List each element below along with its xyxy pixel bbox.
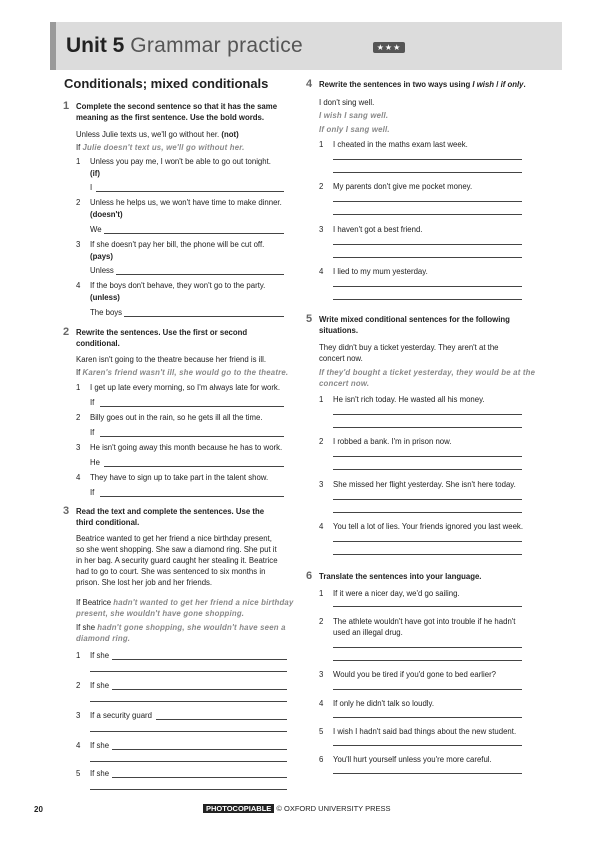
exercise-2-model: Karen isn't going to the theatre because her friend is ill. [76,355,267,364]
answer-line[interactable] [333,541,522,542]
answer-line[interactable] [333,299,522,300]
item-number: 4 [319,267,324,276]
exercise-3-text-line: so she went shopping. She saw a diamond ring. She put it [76,545,277,554]
exercise-2-model-answer: If Karen's friend wasn't ill, she would go to the theatre. [76,368,289,377]
item-number: 3 [319,480,324,489]
answer-line[interactable] [333,172,522,173]
exercise-1-item-text: If she doesn't pay her bill, the phone will be cut off. [90,240,265,249]
exercise-3-item-start: If she [90,769,110,778]
exercise-6-item-text: You'll hurt yourself unless you're more careful. [333,755,492,764]
exercise-4-item-text: My parents don't give me pocket money. [333,182,473,191]
item-number: 1 [319,140,324,149]
item-number: 6 [319,755,324,764]
exercise-1-model: Unless Julie texts us, we'll go without her. (not) [76,130,239,139]
exercise-1-item-word: (unless) [90,293,120,302]
answer-line[interactable] [156,719,287,720]
exercise-3-item-start: If she [90,651,110,660]
exercise-3-model-2-cont: diamond ring. [76,634,131,643]
item-number: 2 [319,617,324,626]
item-number: 4 [76,473,81,482]
answer-line[interactable] [333,427,522,428]
exercise-6-item-text: If it were a nicer day, we'd go sailing. [333,589,460,598]
answer-line[interactable] [90,701,287,702]
item-number: 3 [319,225,324,234]
answer-line[interactable] [112,777,287,778]
item-number: 2 [76,413,81,422]
answer-line[interactable] [124,316,284,317]
exercise-6-item-text: The athlete wouldn't have got into trouble if he hadn't [333,617,516,626]
header-accent-strip [50,22,56,70]
exercise-3-model-1-cont: present, she wouldn't have gone shopping. [76,609,245,618]
answer-line[interactable] [90,761,287,762]
exercise-3-text-line: had to go to court. She was sentenced to six months in [76,567,266,576]
answer-line[interactable] [104,233,284,234]
exercise-3-instruction: Read the text and complete the sentences. Use the [76,507,265,516]
exercise-5-model: They didn't buy a ticket yesterday. They aren't at the [319,343,499,352]
item-number: 4 [76,281,81,290]
item-number: 3 [319,670,324,679]
exercise-2-item-start: He [90,458,100,467]
item-number: 3 [76,443,81,452]
exercise-2-item-text: They have to sign up to take part in the talent show. [90,473,269,482]
answer-line[interactable] [333,286,522,287]
answer-line[interactable] [100,406,284,407]
exercise-1-model-answer: If Julie doesn't text us, we'll go without her. [76,143,245,152]
exercise-1-item-word: (doesn't) [90,210,123,219]
exercise-5-item-text: I robbed a bank. I'm in prison now. [333,437,452,446]
answer-line[interactable] [333,606,522,607]
answer-line[interactable] [90,671,287,672]
exercise-4-model-answer-2: If only I sang well. [319,125,390,134]
item-number: 2 [319,437,324,446]
item-number: 5 [319,727,324,736]
answer-line[interactable] [112,749,287,750]
answer-line[interactable] [96,191,284,192]
answer-line[interactable] [333,745,522,746]
answer-line[interactable] [112,659,287,660]
photocopiable-badge: PHOTOCOPIABLE [203,804,274,813]
exercise-3-text-line: in her bag. A security guard caught her stealing it. Beatrice [76,556,278,565]
exercise-2-instruction-2: conditional. [76,339,120,348]
item-number: 2 [76,681,81,690]
answer-line[interactable] [333,647,522,648]
exercise-3-number: 3 [63,505,70,517]
answer-line[interactable] [333,257,522,258]
section-title: Conditionals; mixed conditionals [64,76,269,91]
answer-line[interactable] [116,274,284,275]
item-number: 1 [319,395,324,404]
exercise-1-item-text: Unless you pay me, I won't be able to go out tonight. [90,157,271,166]
exercise-2-item-text: Billy goes out in the rain, so he gets ill all the time. [90,413,263,422]
exercise-5-number: 5 [306,313,313,325]
answer-line[interactable] [333,773,522,774]
exercise-5-item-text: He isn't rich today. He wasted all his money. [333,395,485,404]
exercise-3-model-2: If she hadn't gone shopping, she wouldn't have seen a [76,623,286,632]
exercise-4-item-text: I lied to my mum yesterday. [333,267,428,276]
exercise-4-instruction: Rewrite the sentences in two ways using I wish / if only. [319,80,526,89]
exercise-6-item-text: If only he didn't talk so loudly. [333,699,435,708]
answer-line[interactable] [333,717,522,718]
answer-line[interactable] [333,414,522,415]
answer-line[interactable] [333,554,522,555]
item-number: 4 [319,522,324,531]
exercise-1-item-start: We [90,225,102,234]
exercise-1-item-start: I [90,183,93,192]
item-number: 5 [76,769,81,778]
answer-line[interactable] [90,731,287,732]
answer-line[interactable] [112,689,287,690]
exercise-5-model-answer-2: concert now. [319,379,370,388]
exercise-5-model-2: concert now. [319,354,363,363]
exercise-6-item-text-cont: used an illegal drug. [333,628,403,637]
exercise-3-item-start: If she [90,681,110,690]
answer-line[interactable] [333,214,522,215]
exercise-6-instruction: Translate the sentences into your language. [319,572,482,581]
answer-line[interactable] [100,496,284,497]
page-subtitle: Grammar practice [130,34,304,57]
exercise-5-instruction-2: situations. [319,326,358,335]
page-number: 20 [34,805,43,814]
unit-label: Unit 5 [66,34,125,57]
exercise-1-item-text: If the boys don't behave, they won't go to the party. [90,281,266,290]
exercise-5-item-text: She missed her flight yesterday. She isn't here today. [333,480,516,489]
item-number: 3 [76,711,81,720]
exercise-2-number: 2 [63,326,70,338]
exercise-2-item-text: I get up late every morning, so I'm always late for work. [90,383,280,392]
exercise-1-item-word: (pays) [90,252,113,261]
exercise-5-instruction: Write mixed conditional sentences for the following [319,315,510,324]
exercise-2-instruction: Rewrite the sentences. Use the first or second [76,328,248,337]
answer-line[interactable] [333,244,522,245]
page-title [66,33,303,59]
item-number: 2 [76,198,81,207]
exercise-4-model-answer-1: I wish I sang well. [319,111,389,120]
answer-line[interactable] [333,201,522,202]
answer-line[interactable] [100,436,284,437]
answer-line[interactable] [90,789,287,790]
item-number: 1 [319,589,324,598]
exercise-3-text-line: Beatrice wanted to get her friend a nice birthday present, [76,534,272,543]
answer-line[interactable] [333,159,522,160]
exercise-1-item-word: (if) [90,169,100,178]
difficulty-stars-badge: ★★★ [373,42,405,53]
exercise-1-item-text: Unless he helps us, we won't have time to make dinner. [90,198,282,207]
exercise-6-item-text: Would you be tired if you'd gone to bed earlier? [333,670,497,679]
exercise-3-item-start: If she [90,741,110,750]
answer-line[interactable] [333,499,522,500]
exercise-1-item-start: Unless [90,266,114,275]
answer-line[interactable] [333,689,522,690]
exercise-2-item-start: If [90,488,95,497]
exercise-3-model-1: If Beatrice hadn't wanted to get her friend a nice birthday [76,598,294,607]
answer-line[interactable] [333,469,522,470]
answer-line[interactable] [333,512,522,513]
exercise-3-item-start: If a security guard [90,711,152,720]
item-number: 1 [76,157,81,166]
exercise-3-instruction-2: third conditional. [76,518,140,527]
exercise-2-item-text: He isn't going away this month because he has to work. [90,443,283,452]
item-number: 1 [76,383,81,392]
exercise-5-item-text: You tell a lot of lies. Your friends ignored you last week. [333,522,523,531]
item-number: 4 [319,699,324,708]
exercise-4-number: 4 [306,78,313,90]
exercise-2-item-start: If [90,398,95,407]
exercise-1-number: 1 [63,100,70,112]
item-number: 1 [76,651,81,660]
exercise-3-text-line: prison. She lost her job and her friends. [76,578,213,587]
item-number: 4 [76,741,81,750]
exercise-1-item-start: The boys [90,308,123,317]
exercise-4-item-text: I haven't got a best friend. [333,225,423,234]
footer-copyright: PHOTOCOPIABLE © OXFORD UNIVERSITY PRESS [203,804,391,813]
answer-line[interactable] [333,456,522,457]
exercise-6-item-text: I wish I hadn't said bad things about the new student. [333,727,517,736]
item-number: 3 [76,240,81,249]
exercise-4-item-text: I cheated in the maths exam last week. [333,140,468,149]
exercise-6-number: 6 [306,570,313,582]
exercise-1-instruction-2: meaning as the first sentence. Use the bold words. [76,113,265,122]
exercise-5-model-answer: If they'd bought a ticket yesterday, they would be at the [319,368,536,377]
item-number: 2 [319,182,324,191]
answer-line[interactable] [104,466,284,467]
exercise-4-model: I don't sing well. [319,98,375,107]
answer-line[interactable] [333,660,522,661]
exercise-2-item-start: If [90,428,95,437]
exercise-1-instruction: Complete the second sentence so that it has the same [76,102,278,111]
